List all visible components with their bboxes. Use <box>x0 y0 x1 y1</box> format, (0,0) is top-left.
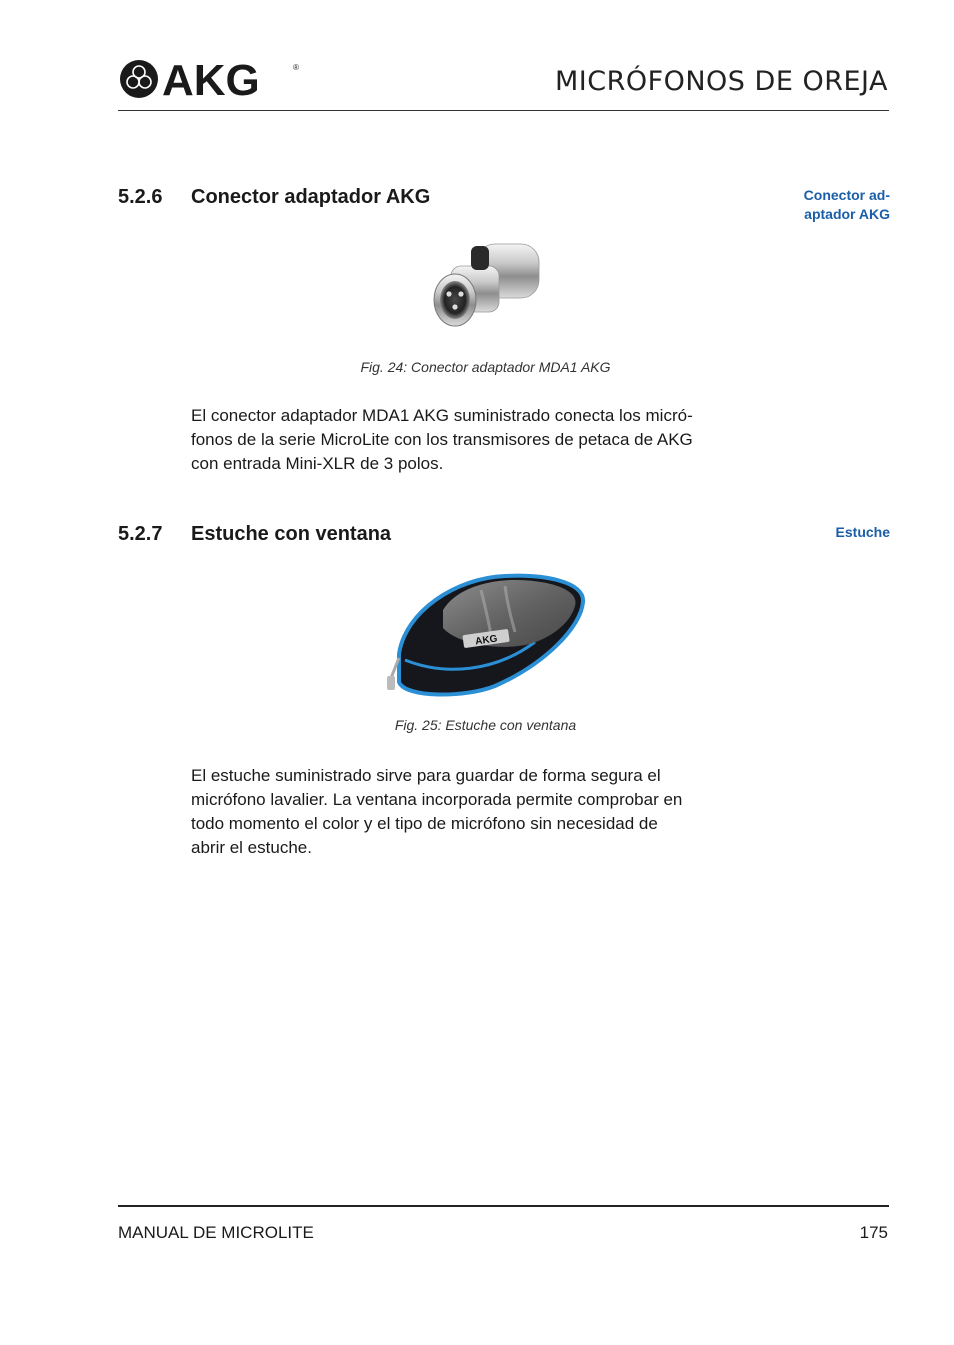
section-number: 5.2.7 <box>118 523 163 545</box>
akg-logo <box>118 58 300 100</box>
figure-caption: Fig. 24: Conector adaptador MDA1 AKG <box>360 359 611 375</box>
case-badge-text: AKG <box>474 633 499 648</box>
section-title: Estuche con ventana <box>191 523 392 545</box>
paragraph <box>191 764 781 860</box>
paragraph-line: abrir el estuche. <box>191 838 312 857</box>
margin-note <box>750 523 890 542</box>
paragraph-line: micrófono lavalier. La ventana incorporada permite comprobar en <box>191 790 683 809</box>
paragraph-line: con entrada Mini-XLR de 3 polos. <box>191 454 444 473</box>
margin-note <box>750 186 890 224</box>
margin-note-line: Estuche <box>835 524 890 540</box>
paragraph <box>191 404 781 476</box>
margin-note-line: aptador AKG <box>804 206 890 222</box>
figure-caption: Fig. 25: Estuche con ventana <box>394 717 577 733</box>
page-header-title: MICRÓFONOS DE OREJA <box>554 66 888 97</box>
section-title: Conector adaptador AKG <box>191 186 431 208</box>
footer-divider <box>118 1205 889 1207</box>
margin-note-line: Conector ad- <box>803 187 890 203</box>
paragraph-line: El conector adaptador MDA1 AKG suministrado conecta los micró- <box>191 406 693 425</box>
page-number: 175 <box>859 1223 888 1242</box>
windowed-case-image <box>385 572 590 700</box>
paragraph-line: todo momento el color y el tipo de micrófono sin necesidad de <box>191 814 658 833</box>
paragraph-line: El estuche suministrado sirve para guardar de forma segura el <box>191 766 661 785</box>
adapter-connector-image <box>425 236 550 331</box>
section-number: 5.2.6 <box>118 186 163 208</box>
logo-text: AKG <box>162 58 260 100</box>
svg-text:®: ® <box>293 63 299 72</box>
footer-manual-title: MANUAL DE MICROLITE <box>118 1223 314 1242</box>
header-divider <box>118 110 889 111</box>
paragraph-line: fonos de la serie MicroLite con los transmisores de petaca de AKG <box>191 430 693 449</box>
